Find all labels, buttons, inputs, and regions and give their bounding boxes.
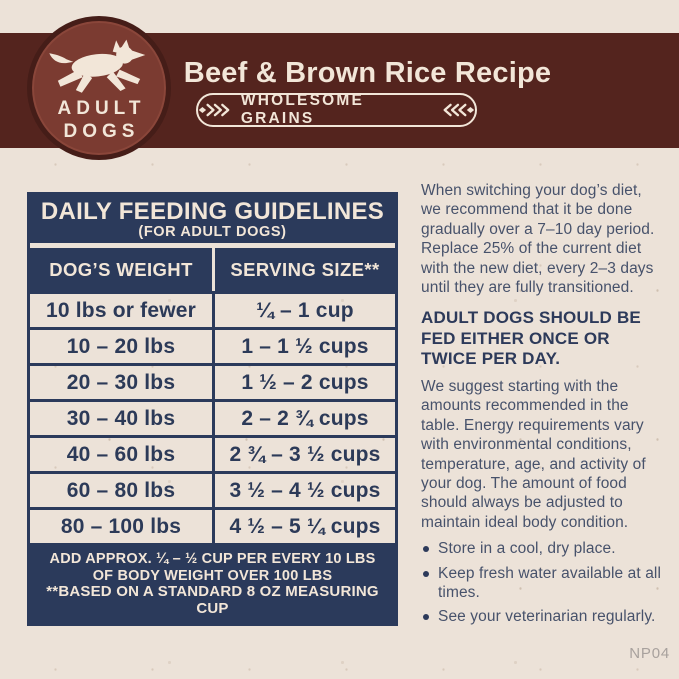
- list-item: See your veterinarian regularly.: [421, 607, 666, 626]
- serving-cell: 3 ½ – 4 ½ cups: [212, 474, 395, 507]
- wheat-icon-left: [198, 102, 232, 118]
- logo-text-adult: ADULT: [57, 98, 146, 119]
- serving-cell: 2 – 2 ¾ cups: [212, 402, 395, 435]
- wholesome-grains-badge: [196, 93, 477, 127]
- footnote-line: ADD APPROX. ¼ – ½ CUP PER EVERY 10 LBS: [49, 551, 376, 567]
- adult-dogs-logo: [27, 16, 171, 160]
- list-item: Store in a cool, dry place.: [421, 539, 666, 558]
- care-tips-list: [421, 539, 666, 627]
- feeding-instructions-text: [421, 181, 666, 632]
- table-header-row: [30, 248, 395, 291]
- weight-cell: 60 – 80 lbs: [66, 478, 176, 502]
- table-row: [30, 507, 395, 543]
- wheat-icon-right: [441, 102, 475, 118]
- diet-transition-paragraph: When switching your dog’s diet, we recommend that it be done gradually over a 7–10 day period. Replace 25% of the current diet with the new diet, every 2–3 days until they are fully transitioned.: [421, 182, 655, 297]
- table-footnote-band: [30, 543, 395, 623]
- table-subtitle: (FOR ADULT DOGS): [138, 224, 287, 240]
- recipe-title: Beef & Brown Rice Recipe: [183, 57, 552, 89]
- table-row: [30, 399, 395, 435]
- weight-cell: 40 – 60 lbs: [66, 442, 176, 466]
- product-code: NP04: [629, 645, 670, 662]
- table-title-band: [30, 195, 395, 243]
- serving-cell: 2 ¾ – 3 ½ cups: [212, 438, 395, 471]
- weight-cell: 80 – 100 lbs: [60, 514, 182, 538]
- logo-text-dogs: DOGS: [63, 121, 140, 142]
- serving-cell: 4 ½ – 5 ¼ cups: [212, 510, 395, 543]
- serving-cell: 1 ½ – 2 cups: [212, 366, 395, 399]
- weight-cell: 10 – 20 lbs: [66, 334, 176, 358]
- weight-cell: 30 – 40 lbs: [66, 406, 176, 430]
- column-header-weight: DOG’S WEIGHT: [30, 248, 212, 291]
- serving-cell: ¼ – 1 cup: [212, 294, 395, 327]
- column-header-serving: SERVING SIZE**: [215, 248, 395, 291]
- table-row: [30, 435, 395, 471]
- table-title: DAILY FEEDING GUIDELINES: [40, 198, 385, 225]
- weight-cell: 10 lbs or fewer: [45, 298, 197, 322]
- footnote-measuring-cup: **BASED ON A STANDARD 8 OZ MEASURING CUP: [46, 583, 379, 617]
- table-row: [30, 327, 395, 363]
- table-row: [30, 363, 395, 399]
- table-row: [30, 471, 395, 507]
- grains-badge-label: WHOLESOME GRAINS: [240, 92, 365, 127]
- feeding-amount-paragraph: We suggest starting with the amounts recommended in the table. Energy requirements vary with environmental conditions, temperature, age, and activity of your dog. The amount of food should always be adjusted to maintain ideal body condition.: [421, 377, 646, 531]
- running-dog-icon: [47, 37, 151, 97]
- table-row: [30, 291, 395, 327]
- feeding-frequency-heading: ADULT DOGS SHOULD BE FED EITHER ONCE OR TWICE PER DAY.: [421, 308, 641, 369]
- footnote-line: OF BODY WEIGHT OVER 100 LBS: [92, 567, 333, 584]
- list-item: Keep fresh water available at all times.: [421, 564, 666, 603]
- feeding-guidelines-table: [27, 192, 398, 626]
- weight-cell: 20 – 30 lbs: [66, 370, 176, 394]
- serving-cell: 1 – 1 ½ cups: [212, 330, 395, 363]
